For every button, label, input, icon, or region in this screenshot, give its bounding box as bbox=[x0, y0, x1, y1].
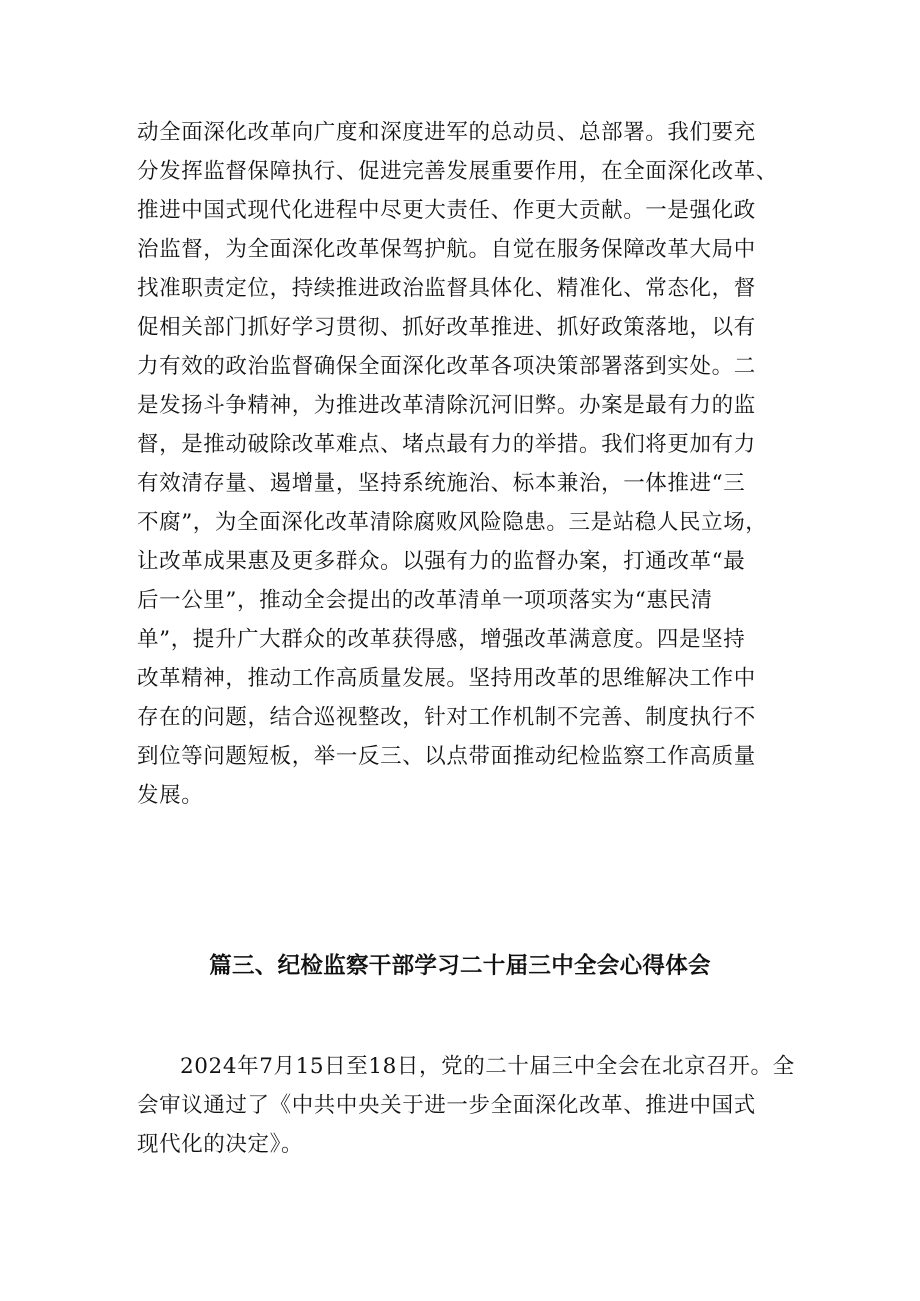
text-line: 不腐”，为全面深化改革清除腐败风险隐患。三是站稳人民立场， bbox=[137, 510, 768, 535]
text-line: 力有效的政治监督确保全面深化改革各项决策部署落到实处。二 bbox=[137, 354, 756, 379]
text-line: 督，是推动破除改革难点、堵点最有力的举措。我们将更加有力 bbox=[137, 432, 756, 457]
text-line: 有效清存量、遏增量，坚持系统施治、标本兼治，一体推进“三 bbox=[137, 471, 746, 496]
text-line: 治监督，为全面深化改革保驾护航。自觉在服务保障改革大局中 bbox=[137, 237, 756, 262]
text-line: 是发扬斗争精神，为推进改革清除沉河旧弊。办案是最有力的监 bbox=[137, 393, 756, 418]
text-line: 发展。 bbox=[137, 783, 204, 808]
text-line: 现代化的决定》。 bbox=[137, 1132, 304, 1157]
text-line: 到位等问题短板，举一反三、以点带面推动纪检监察工作高质量 bbox=[137, 744, 756, 769]
text-line: 会审议通过了《中共中央关于进一步全面深化改革、推进中国式 bbox=[137, 1093, 756, 1118]
text-line: 后一公里”，推动全会提出的改革清单一项项落实为“惠民清 bbox=[137, 588, 713, 613]
text-line: 推进中国式现代化进程中尽更大责任、作更大贡献。一是强化政 bbox=[137, 198, 756, 223]
text-line: 单”，提升广大群众的改革获得感，增强改革满意度。四是坚持 bbox=[137, 627, 746, 652]
intro-paragraph bbox=[137, 1047, 797, 1164]
text-line: 存在的问题，结合巡视整改，针对工作机制不完善、制度执行不 bbox=[137, 705, 756, 730]
text-line: 动全面深化改革向广度和深度进军的总动员、总部署。我们要充 bbox=[137, 120, 756, 145]
text-line: 找准职责定位，持续推进政治监督具体化、精准化、常态化，督 bbox=[137, 276, 756, 301]
text-line: 促相关部门抓好学习贯彻、抓好改革推进、抓好政策落地，以有 bbox=[137, 315, 756, 340]
text-line: 让改革成果惠及更多群众。以强有力的监督办案，打通改革“最 bbox=[137, 549, 746, 574]
text-line: 改革精神，推动工作高质量发展。坚持用改革的思维解决工作中 bbox=[137, 666, 756, 691]
text-line: 2024年7月15日至18日，党的二十届三中全会在北京召开。全 bbox=[180, 1054, 795, 1079]
body-paragraph bbox=[137, 113, 797, 815]
section-heading: 篇三、纪检监察干部学习二十届三中全会心得体会 bbox=[209, 953, 711, 979]
text-line: 分发挥监督保障执行、促进完善发展重要作用，在全面深化改革、 bbox=[137, 159, 778, 184]
